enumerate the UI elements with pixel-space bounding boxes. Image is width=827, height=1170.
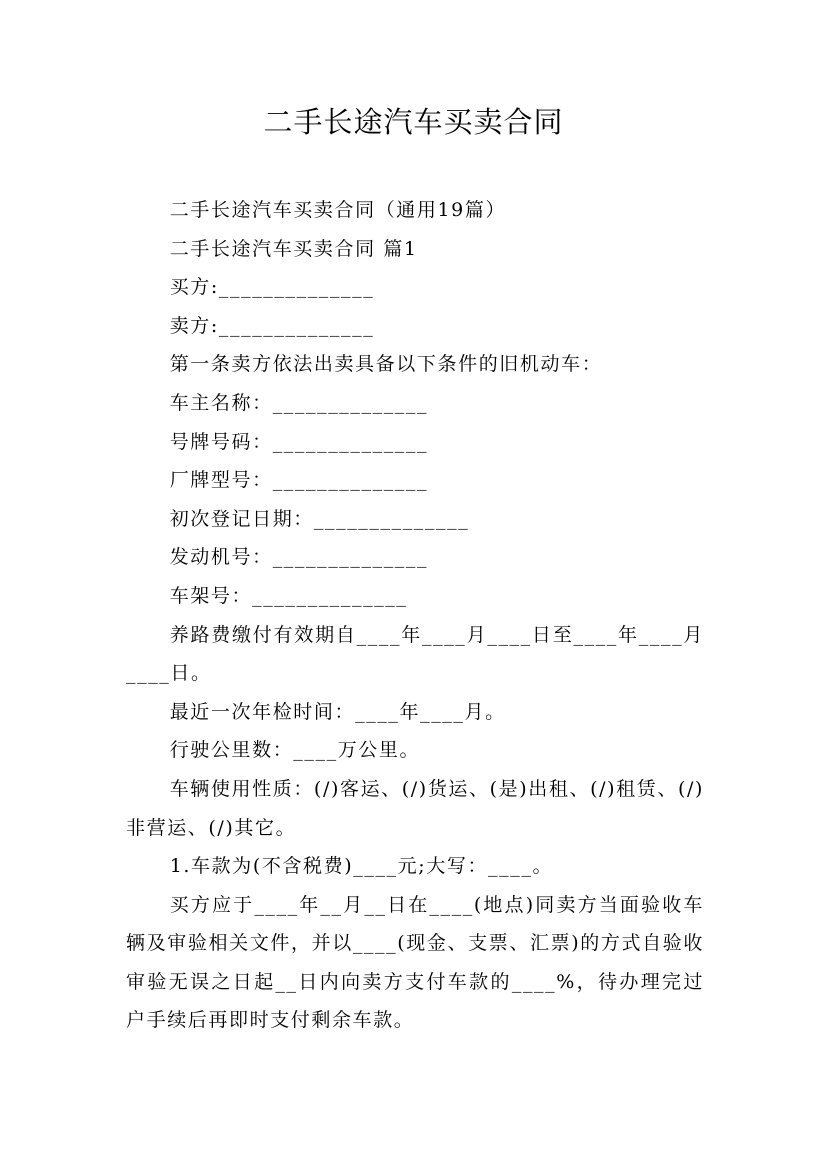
chassis-number-line: 车架号：______________ [169,584,408,607]
first-registration-line: 初次登记日期：______________ [169,507,470,530]
document-body [126,191,704,1040]
plate-number-line: 号牌号码：______________ [169,430,429,453]
vehicle-usage-line: 车辆使用性质：(/)客运、(/)货运、(是)出租、(/)租赁、(/)非营运、(/)其它。 [126,777,704,839]
brand-model-line: 厂牌型号：______________ [169,469,429,492]
contract-heading: 二手长途汽车买卖合同 篇1 [169,237,418,260]
article-one: 第一条卖方依法出卖具备以下条件的旧机动车： [169,353,603,376]
price-line: 1.车款为(不含税费)____元;大写：____。 [169,855,554,878]
engine-number-line: 发动机号：______________ [169,546,429,569]
road-fee-period-line: 养路费缴付有效期自____年____月____日至____年____月____日。 [126,623,704,685]
collection-heading: 二手长途汽车买卖合同（通用19篇） [169,199,507,221]
buyer-line: 买方:______________ [169,276,375,299]
owner-name-line: 车主名称：______________ [169,391,429,414]
seller-line: 卖方:______________ [169,314,375,337]
payment-terms-paragraph: 买方应于____年__月__日在____(地点)同卖方当面验收车辆及审验相关文件，并以____(现金、支票、汇票)的方式自验收审验无误之日起__日内向卖方支付车款的____%，待办理完过户手续后再即时支付剩余车款。 [126,893,704,1032]
document-title: 二手长途汽车买卖合同 [263,105,564,139]
mileage-line: 行驶公里数：____万公里。 [169,739,421,762]
annual-inspection-line: 最近一次年检时间：____年____月。 [169,700,506,723]
